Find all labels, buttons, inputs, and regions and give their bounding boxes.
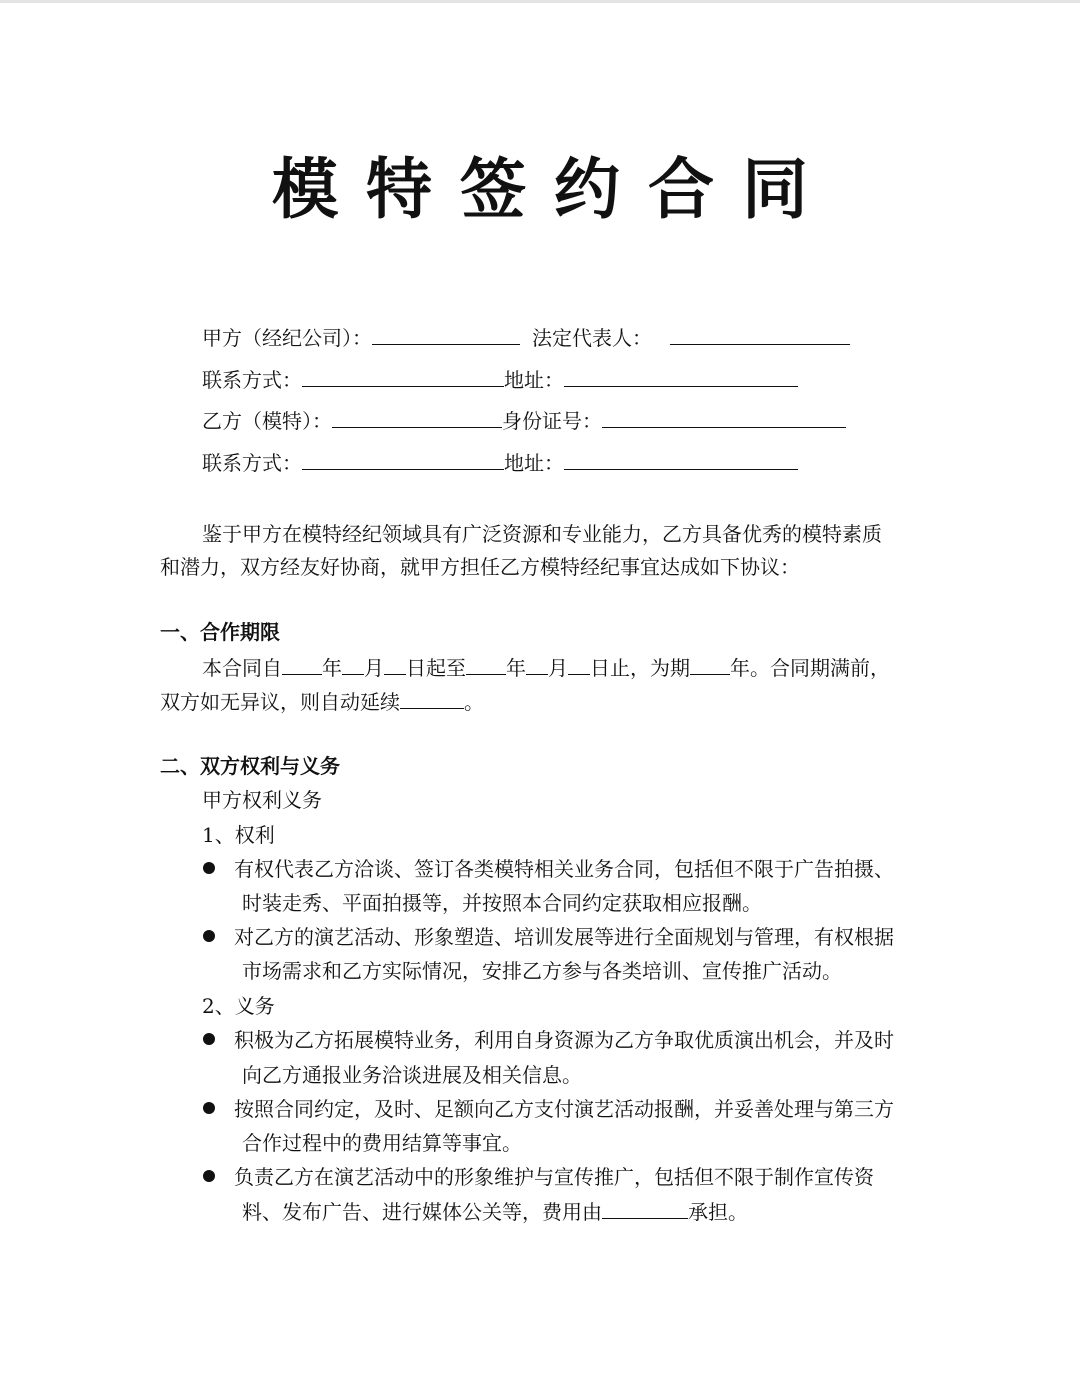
section-2-heading: 二、双方权利与义务 [160,754,340,778]
bullet-icon [203,1102,215,1114]
term-text-6: 月 [548,656,568,680]
party-b-address-field[interactable] [564,451,798,470]
party-a-contact-field[interactable] [302,368,504,387]
term-line-2 [160,688,484,716]
bullet-icon [203,930,215,942]
rights-item-1-line-2: 时装走秀、平面拍摄等，并按照本合同约定获取相应报酬。 [242,891,762,915]
duties-item-2-line-1: 按照合同约定，及时、足额向乙方支付演艺活动报酬，并妥善处理与第三方 [234,1097,894,1121]
party-b-label: 乙方（模特）： [202,409,332,433]
party-b-contact-row [202,449,798,477]
party-a-row [202,324,850,352]
duties-item-2-line-2: 合作过程中的费用结算等事宜。 [242,1131,522,1155]
rights-item-1-line-1: 有权代表乙方洽谈、签订各类模特相关业务合同，包括但不限于广告拍摄、 [234,857,894,881]
term-text-1: 本合同自 [202,656,282,680]
term-text-8: 年。合同期满前， [730,656,890,680]
party-a-label: 甲方（经纪公司）： [202,326,372,350]
renewal-field[interactable] [400,690,464,709]
term-text-7: 日止，为期 [590,656,690,680]
term-text-2: 年 [322,656,342,680]
party-b-name-field[interactable] [332,409,502,428]
start-day-field[interactable] [384,656,406,675]
party-a-contact-label: 联系方式： [202,368,302,392]
party-a-name-field[interactable] [372,326,520,345]
legal-rep-label: 法定代表人： [532,326,652,350]
duties-item-3-line-1: 负责乙方在演艺活动中的形象维护与宣传推广，包括但不限于制作宣传资 [234,1165,874,1189]
duties-item-3-end: 承担。 [688,1200,748,1224]
term-text-5: 年 [506,656,526,680]
party-b-row [202,407,846,435]
party-a-address-label: 地址： [504,368,564,392]
term-line-1 [202,654,890,682]
rights-item-2-line-1: 对乙方的演艺活动、形象塑造、培训发展等进行全面规划与管理，有权根据 [234,925,894,949]
duties-item-3-text: 料、发布广告、进行媒体公关等，费用由 [242,1200,602,1224]
renewal-text: 双方如无异议，则自动延续 [160,690,400,714]
end-day-field[interactable] [568,656,590,675]
party-a-address-field[interactable] [564,368,798,387]
bullet-icon [203,862,215,874]
preamble-line-1: 鉴于甲方在模特经纪领域具有广泛资源和专业能力，乙方具备优秀的模特素质 [202,522,882,546]
legal-rep-field[interactable] [670,326,850,345]
section-1-heading: 一、合作期限 [160,620,280,644]
party-b-contact-field[interactable] [302,451,504,470]
preamble-line-2: 和潜力，双方经友好协商，就甲方担任乙方模特经纪事宜达成如下协议： [160,555,800,579]
start-year-field[interactable] [282,656,322,675]
term-text-4: 日起至 [406,656,466,680]
start-month-field[interactable] [342,656,364,675]
document-title: 模特签约合同 [272,151,836,228]
end-month-field[interactable] [526,656,548,675]
party-a-rights-duties-subheading: 甲方权利义务 [202,788,322,812]
duties-item-1-line-1: 积极为乙方拓展模特业务，利用自身资源为乙方争取优质演出机会，并及时 [234,1028,894,1052]
party-a-contact-row [202,366,798,394]
bullet-icon [203,1170,215,1182]
party-b-address-label: 地址： [504,451,564,475]
duties-item-3-line-2 [242,1198,748,1226]
renewal-end: 。 [464,690,484,714]
party-b-contact-label: 联系方式： [202,451,302,475]
id-number-field[interactable] [602,409,846,428]
duties-item-1-line-2: 向乙方通报业务洽谈进展及相关信息。 [242,1063,582,1087]
id-number-label: 身份证号： [502,409,602,433]
rights-label: 1、权利 [202,823,275,847]
duties-label: 2、义务 [202,994,275,1018]
end-year-field[interactable] [466,656,506,675]
bullet-icon [203,1033,215,1045]
duration-field[interactable] [690,656,730,675]
page-top-border [0,0,1080,3]
rights-item-2-line-2: 市场需求和乙方实际情况，安排乙方参与各类培训、宣传推广活动。 [242,959,842,983]
cost-bearer-field[interactable] [602,1200,688,1219]
term-text-3: 月 [364,656,384,680]
